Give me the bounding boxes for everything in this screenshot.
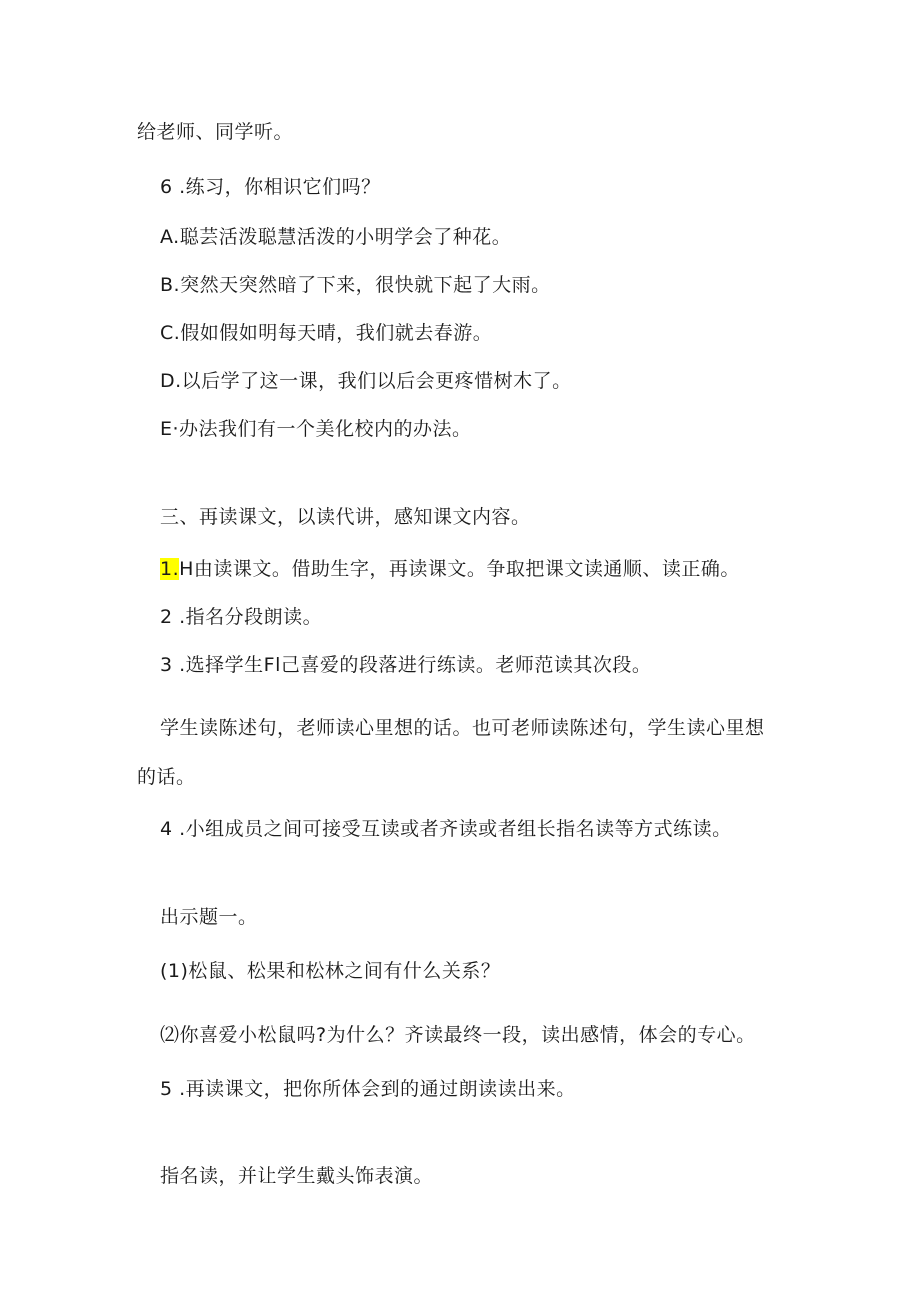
list-item-c: C.假如假如明每天晴，我们就去春游。	[160, 322, 493, 344]
question-1: (1)松鼠、松果和松林之间有什么关系？	[160, 960, 501, 982]
step-2: 2 .指名分段朗读。	[160, 606, 323, 628]
highlight-marker: 1.	[160, 558, 180, 580]
list-item-d: D.以后学了这一课，我们以后会更疼惜树木了。	[160, 370, 572, 392]
question-heading: 出示题一。	[160, 906, 258, 928]
step-3: 3 .选择学生Fl己喜爱的段落进行练读。老师范读其次段。	[160, 654, 652, 676]
list-item-b: B.突然天突然暗了下来，很快就下起了大雨。	[160, 274, 551, 296]
section-heading: 三、再读课文，以读代讲，感知课文内容。	[160, 506, 531, 528]
step-4: 4 .小组成员之间可接受互读或者齐读或者组长指名读等方式练读。	[160, 818, 732, 840]
step-1	[160, 557, 740, 581]
list-item-e: E·办法我们有一个美化校内的办法。	[160, 418, 472, 440]
paragraph-line: 的话。	[137, 766, 196, 788]
step-5: 5 .再读课文，把你所体会到的通过朗读读出来。	[160, 1078, 576, 1100]
paragraph-line: 学生读陈述句，老师读心里想的话。也可老师读陈述句，学生读心里想	[160, 717, 765, 739]
list-item-a: A.聪芸活泼聪慧活泼的小明学会了种花。	[160, 226, 512, 248]
text-line: 指名读，并让学生戴头饰表演。	[160, 1165, 434, 1187]
question-2: ⑵你喜爱小松鼠吗?为什么？齐读最终一段，读出感情，体会的专心。	[160, 1024, 756, 1046]
step-1-text: H由读课文。借助生字，再读课文。争取把课文读通顺、读正确。	[179, 558, 740, 580]
exercise-heading: 6 .练习，你相识它们吗？	[160, 176, 381, 198]
text-line: 给老师、同学听。	[137, 121, 294, 143]
